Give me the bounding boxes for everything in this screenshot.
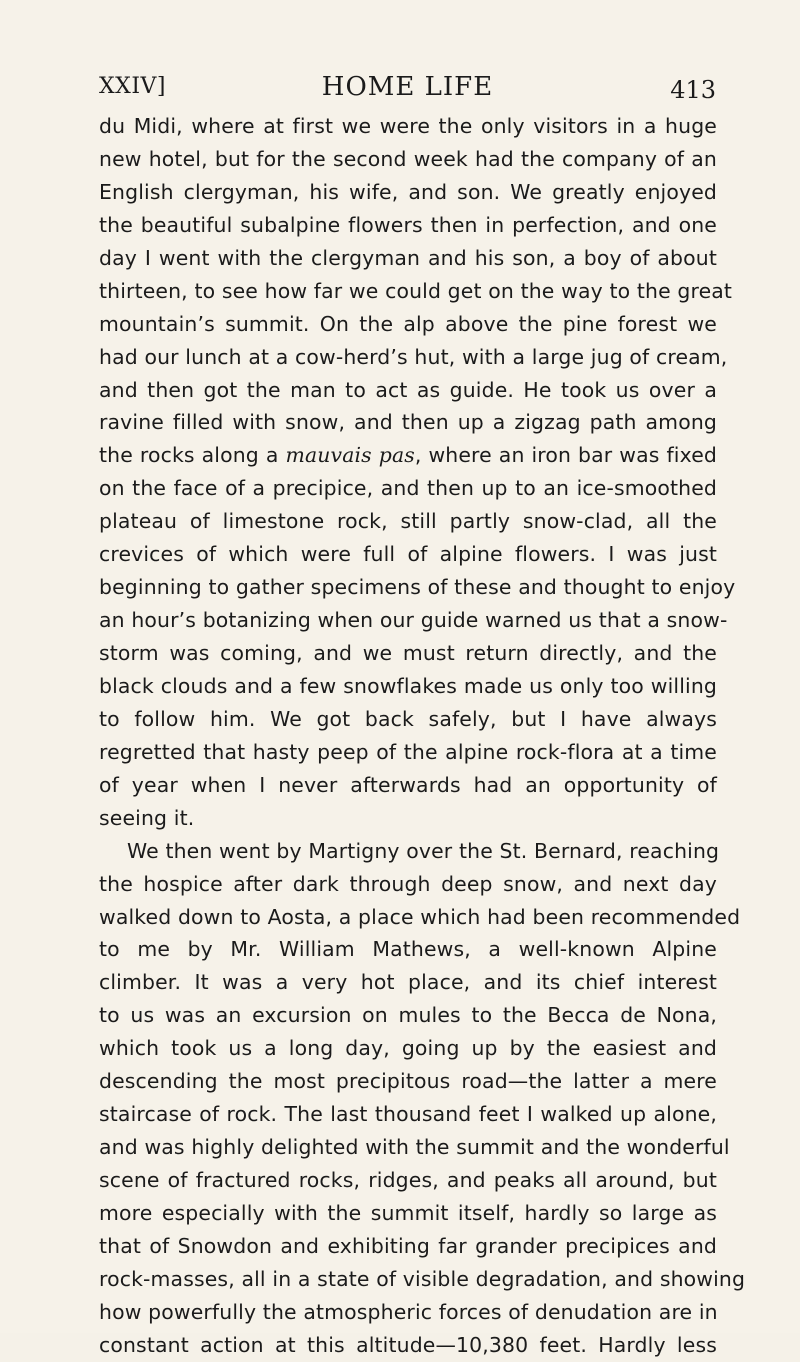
text-line	[99, 1032, 717, 1065]
text-segment: plateau of limestone rock, still partly snow-clad, all the	[99, 509, 717, 534]
text-line	[99, 341, 728, 374]
text-segment: to me by Mr. William Mathews, a well-known Alpine	[99, 937, 717, 962]
text-segment: on the face of a precipice, and then up to an ice-smoothed	[99, 476, 717, 501]
text-segment: ravine filled with snow, and then up a zigzag path among	[99, 410, 717, 435]
text-segment: We then went by Martigny over the St. Bernard, reaching	[127, 838, 720, 863]
text-line	[99, 670, 717, 703]
text-segment: and then got the man to act as guide. He took us over a	[99, 377, 717, 402]
text-line	[99, 308, 717, 341]
text-segment: black clouds and a few snowflakes made us only too willing	[99, 673, 717, 698]
text-segment: that of Snowdon and exhibiting far grander precipices and	[99, 1233, 717, 1258]
text-segment: du Midi, where at first we were the only visitors in a huge	[99, 114, 717, 138]
text-line	[99, 604, 728, 637]
text-line	[99, 1230, 717, 1263]
italic-phrase: mauvais pas	[285, 443, 415, 468]
text-line	[99, 703, 717, 736]
text-line	[99, 176, 717, 209]
text-segment: new hotel, but for the second week had the company of an	[99, 146, 717, 171]
text-segment: the hospice after dark through deep snow, and next day	[99, 871, 717, 896]
text-line	[99, 538, 717, 571]
text-segment: walked down to Aosta, a place which had been recommended	[99, 904, 741, 929]
text-segment: an hour’s botanizing when our guide warned us that a snow-	[99, 608, 728, 633]
text-line	[99, 374, 717, 407]
text-line	[99, 933, 717, 966]
text-segment: which took us a long day, going up by the easiest and	[99, 1036, 717, 1061]
text-line	[99, 1065, 717, 1098]
text-line	[99, 802, 717, 835]
text-segment: storm was coming, and we must return directly, and the	[99, 641, 717, 665]
text-segment: thirteen, to see how far we could get on the way to the great	[99, 278, 733, 303]
text-line	[99, 637, 717, 670]
text-line	[99, 505, 717, 538]
text-line	[99, 275, 733, 308]
text-line	[99, 1164, 717, 1197]
text-segment: the beautiful subalpine flowers then in perfection, and one	[99, 212, 717, 237]
text-segment: to us was an excursion on mules to the Becca de Nona,	[99, 1003, 717, 1028]
text-line	[99, 1329, 717, 1362]
text-segment: constant action at this altitude—10,380 feet. Hardly less	[99, 1332, 717, 1357]
text-line	[99, 769, 717, 802]
text-line	[99, 901, 741, 934]
text-line	[99, 110, 717, 143]
text-line	[99, 999, 717, 1032]
text-segment: seeing it.	[99, 805, 195, 830]
text-segment: regretted that hasty peep of the alpine rock-flora at a time	[99, 739, 717, 764]
text-segment: how powerfully the atmospheric forces of denudation are in	[99, 1299, 718, 1324]
text-line	[99, 736, 717, 769]
text-segment: crevices of which were full of alpine flowers. I was just	[99, 542, 717, 567]
text-segment: scene of fractured rocks, ridges, and peaks all around, but	[99, 1168, 717, 1192]
text-segment: beginning to gather specimens of these and thought to enjoy	[99, 575, 736, 600]
text-line	[99, 1098, 717, 1131]
text-segment: the rocks along a	[99, 443, 286, 468]
text-segment: day I went with the clergyman and his son, a boy of about	[99, 245, 717, 270]
text-line	[99, 406, 717, 439]
body-text	[99, 110, 746, 1362]
running-title: HOME LIFE	[321, 72, 494, 102]
text-line	[99, 242, 717, 275]
text-line	[99, 868, 717, 901]
text-segment: had our lunch at a cow-herd’s hut, with a large jug of cream,	[99, 344, 728, 369]
text-line	[99, 571, 736, 604]
text-line	[99, 472, 717, 505]
text-segment: English clergyman, his wife, and son. We greatly enjoyed	[99, 179, 717, 204]
text-line	[99, 209, 717, 242]
text-line	[99, 1131, 730, 1164]
text-line	[99, 966, 717, 999]
text-segment: climber. It was a very hot place, and its chief interest	[99, 970, 717, 995]
running-header	[99, 74, 716, 106]
text-line	[99, 1296, 717, 1329]
text-segment: and was highly delighted with the summit and the wonderful	[99, 1135, 730, 1160]
text-segment: more especially with the summit itself, hardly so large as	[99, 1200, 717, 1225]
text-line	[99, 143, 717, 176]
text-segment: of year when I never afterwards had an opportunity of	[99, 772, 717, 797]
text-segment: to follow him. We got back safely, but I have always	[99, 706, 717, 731]
text-segment: staircase of rock. The last thousand feet I walked up alone,	[99, 1102, 717, 1127]
text-line	[99, 1197, 717, 1230]
text-segment: , where an iron bar was fixed	[414, 443, 717, 468]
chapter-marker: XXIV]	[99, 74, 166, 99]
text-segment: mountain’s summit. On the alp above the pine forest we	[99, 311, 717, 336]
text-segment: descending the most precipitous road—the latter a mere	[99, 1069, 717, 1094]
text-line	[99, 439, 717, 472]
text-line	[99, 1263, 746, 1296]
page-number: 413	[670, 76, 716, 104]
text-segment: rock-masses, all in a state of visible degradation, and showing	[99, 1266, 746, 1291]
text-line	[99, 835, 720, 868]
